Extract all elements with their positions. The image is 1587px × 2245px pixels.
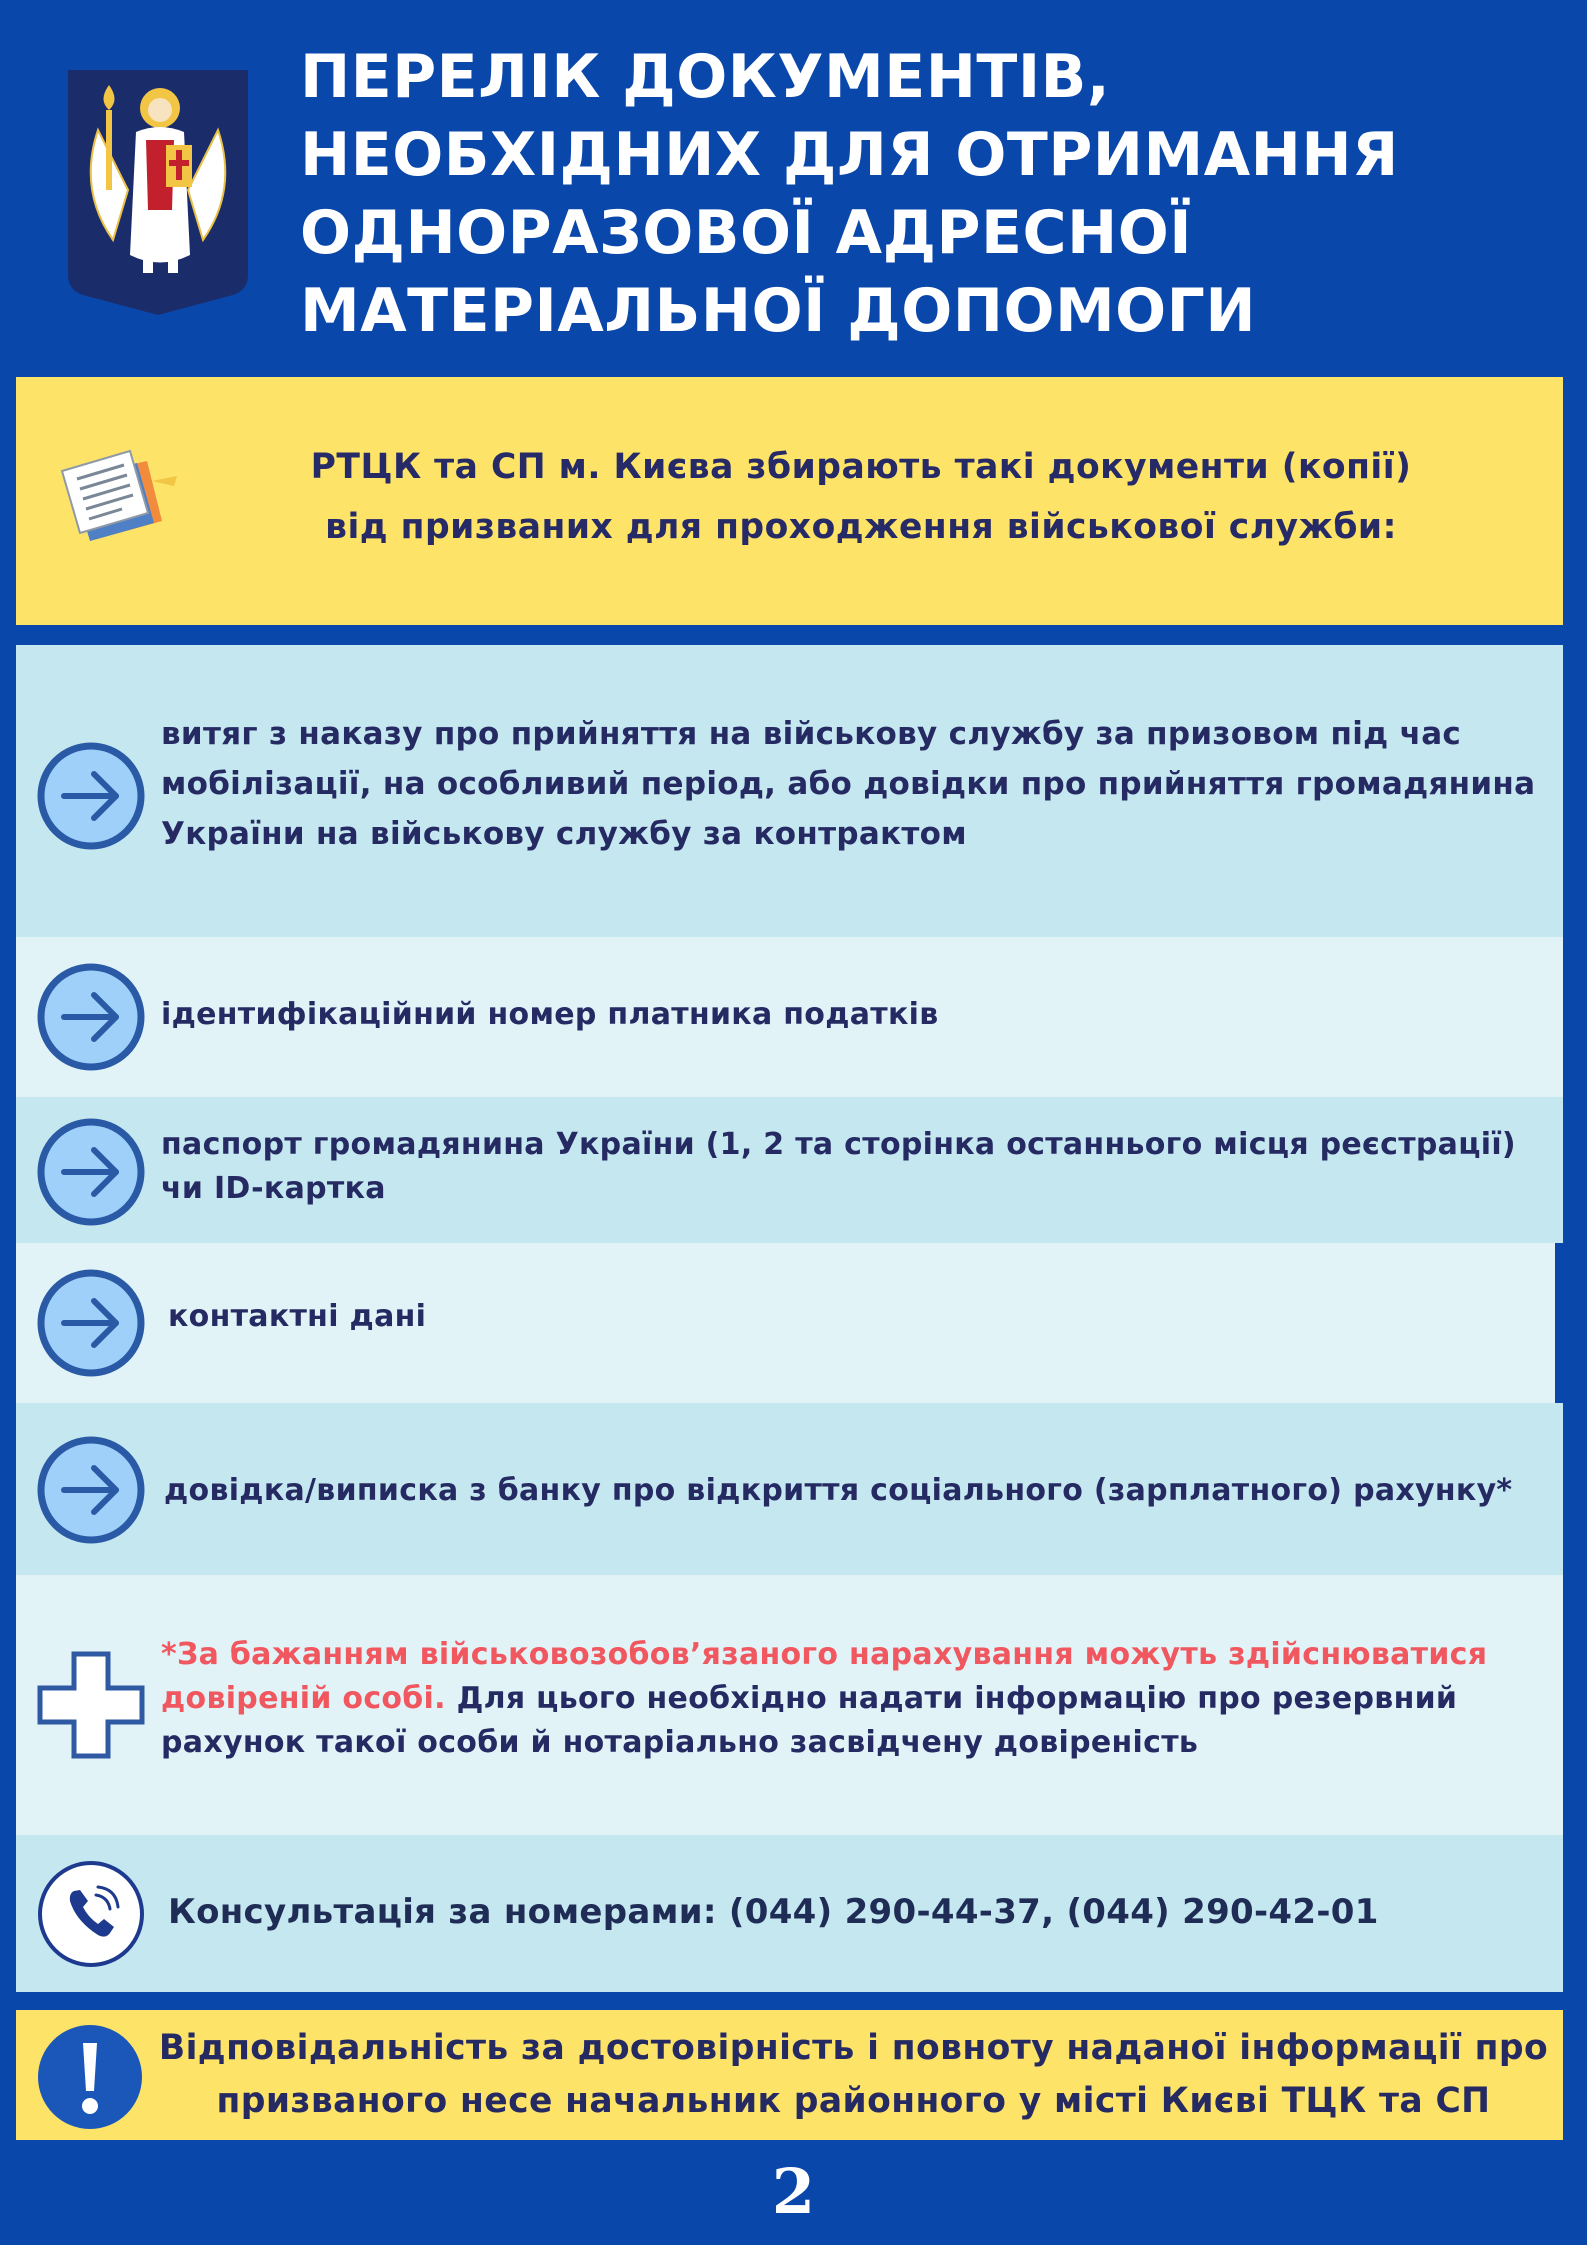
list-item bbox=[16, 937, 1563, 1097]
page-number: 2 bbox=[771, 2155, 816, 2228]
intro-line-2: від призваних для проходження військової служби: bbox=[325, 507, 1397, 547]
note-highlight: *За бажанням військовозобов’язаного нарахування можуть здійснюватися довіреній особі. bbox=[161, 1637, 1488, 1716]
page-title: ПЕРЕЛІК ДОКУМЕНТІВ, НЕОБХІДНИХ ДЛЯ ОТРИМАННЯ ОДНОРАЗОВОЇ АДРЕСНОЇ МАТЕРІАЛЬНОЇ ДОПОМОГИ bbox=[300, 42, 1399, 346]
warning-text: Відповідальність за достовірність і повноту наданої інформації про призваного несе начальник районного у місті Києві ТЦК та СП bbox=[158, 2028, 1549, 2121]
list-item bbox=[16, 1243, 1555, 1403]
list-item bbox=[16, 645, 1563, 937]
document-item-text: ідентифікаційний номер платника податків bbox=[161, 997, 939, 1032]
arrow-right-icon bbox=[36, 1117, 146, 1227]
note-row bbox=[16, 1575, 1563, 1835]
intro-text bbox=[216, 437, 1506, 557]
intro-banner bbox=[16, 377, 1563, 625]
phone-icon bbox=[36, 1859, 146, 1969]
intro-line-1: РТЦК та СП м. Києва збирають такі документи (копії) bbox=[310, 447, 1412, 487]
document-item-text: контактні дані bbox=[168, 1299, 427, 1334]
list-item bbox=[16, 1097, 1563, 1243]
consultation-row bbox=[16, 1835, 1563, 1992]
warning-banner bbox=[16, 2010, 1563, 2140]
documents-icon bbox=[52, 441, 192, 551]
document-item-text: витяг з наказу про прийняття на військову службу за призовом під час мобілізації, на особливий період, або довідки про прийняття громадянина України на військову службу за контрактом bbox=[161, 716, 1536, 852]
document-item-text: паспорт громадянина України (1, 2 та сторінка останнього місця реєстрації) чи ID-картка bbox=[161, 1127, 1516, 1206]
plus-icon bbox=[36, 1650, 146, 1760]
exclamation-icon bbox=[36, 2023, 144, 2131]
arrow-right-icon bbox=[36, 741, 146, 851]
arrow-right-icon bbox=[36, 1435, 146, 1545]
arrow-right-icon bbox=[36, 962, 146, 1072]
arrow-right-icon bbox=[36, 1268, 146, 1378]
consultation-text: Консультація за номерами: (044) 290-44-37, (044) 290-42-01 bbox=[168, 1892, 1379, 1932]
document-item-text: довідка/виписка з банку про відкриття соціального (зарплатного) рахунку* bbox=[164, 1473, 1513, 1508]
note-body: Для цього необхідно надати інформацію про резервний рахунок такої особи й нотаріально засвідчену довіреність bbox=[161, 1681, 1458, 1760]
list-item bbox=[16, 1403, 1563, 1575]
kyiv-coat-of-arms-icon bbox=[68, 70, 248, 315]
documents-list bbox=[16, 645, 1563, 1992]
note-text bbox=[161, 1633, 1551, 1765]
header bbox=[0, 0, 1587, 370]
